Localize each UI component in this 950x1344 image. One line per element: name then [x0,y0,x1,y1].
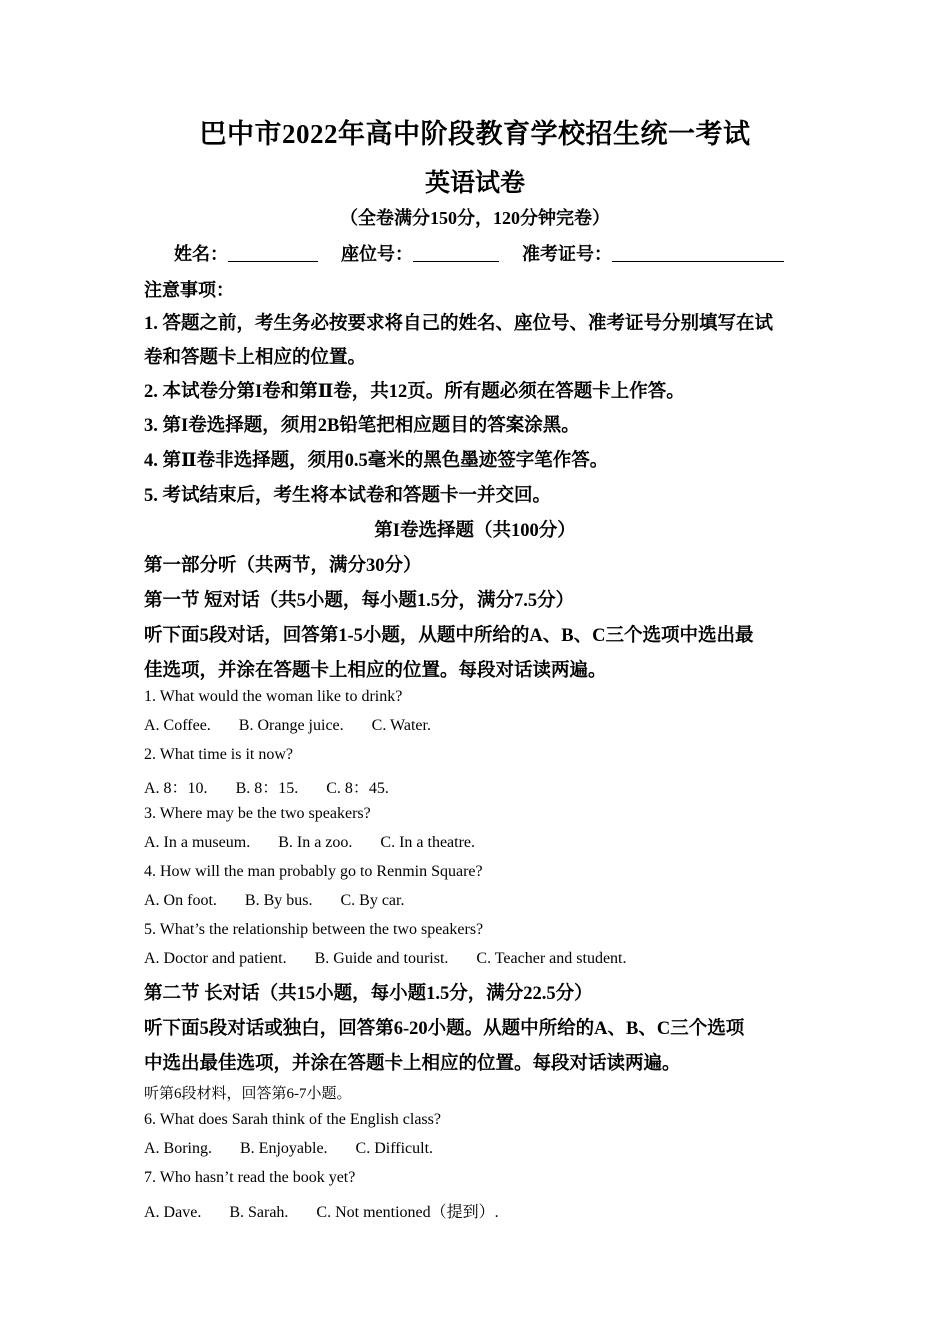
notice-item: 卷和答题卡上相应的位置。 [144,348,367,368]
option-a[interactable]: A. In a museum. [144,834,251,851]
notice-heading: 注意事项： [144,280,234,300]
question-options [144,834,475,852]
question-options [144,892,404,910]
instruction-line: 听下面5段对话，回答第1-5小题，从题中所给的A、B、C三个选项中选出最 [144,626,754,646]
name-label: 姓名： [174,244,228,264]
instruction-line: 佳选项，并涂在答题卡上相应的位置。每段对话读两遍。 [144,661,607,681]
subsection-heading: 第一节 短对话（共5小题，每小题1.5分，满分7.5分） [144,591,575,611]
option-a[interactable]: A. Boring. [144,1140,212,1157]
question-options [144,717,431,735]
notice-item: 3. 第I卷选择题，须用2B铅笔把相应题目的答案涂黑。 [144,416,580,436]
name-blank [228,243,318,262]
option-c[interactable]: C. Not mentioned（提到）. [316,1204,499,1221]
material-note: 听第6段材料，回答第6-7小题。 [144,1086,352,1102]
notice-item: 1. 答题之前，考生务必按要求将自己的姓名、座位号、准考证号分别填写在试 [144,314,774,334]
question-text: 3. Where may be the two speakers? [144,805,371,822]
question-options [144,1140,433,1158]
ticket-blank [612,243,784,262]
score-note: （全卷满分150分，120分钟完卷） [340,208,610,228]
option-a[interactable]: A. Dave. [144,1204,202,1221]
notice-item: 2. 本试卷分第I卷和第Ⅱ卷，共12页。所有题必须在答题卡上作答。 [144,382,685,402]
option-b[interactable]: B. Enjoyable. [240,1140,328,1157]
section-heading: 第I卷选择题（共100分） [374,521,576,541]
ticket-label: 准考证号： [522,244,612,264]
question-text: 1. What would the woman like to drink? [144,688,403,705]
option-c[interactable]: C. By car. [340,892,405,909]
option-b[interactable]: B. Orange juice. [238,717,344,734]
question-text: 5. What’s the relationship between the two speakers? [144,921,484,938]
option-a[interactable]: A. Doctor and patient. [144,950,287,967]
option-b[interactable]: B. 8：15. [235,780,299,797]
exam-title: 巴中市2022年高中阶段教育学校招生统一考试 [199,119,751,149]
instruction-line: 中选出最佳选项，并涂在答题卡上相应的位置。每段对话读两遍。 [144,1054,681,1074]
subsection-heading: 第二节 长对话（共15小题，每小题1.5分，满分22.5分） [144,984,593,1004]
option-b[interactable]: B. By bus. [244,892,313,909]
question-options [144,950,626,968]
notice-item: 5. 考试结束后，考生将本试卷和答题卡一并交回。 [144,486,552,506]
question-text: 6. What does Sarah think of the English class? [144,1111,441,1128]
seat-blank [413,243,499,262]
option-c[interactable]: C. Difficult. [355,1140,434,1157]
option-c[interactable]: C. In a theatre. [380,834,476,851]
subject-title: 英语试卷 [424,170,525,197]
option-b[interactable]: B. In a zoo. [278,834,353,851]
question-options [144,1199,499,1222]
question-text: 4. How will the man probably go to Renmin Square? [144,863,483,880]
question-text: 2. What time is it now? [144,746,294,763]
student-info-row [174,240,784,266]
option-b[interactable]: B. Sarah. [229,1204,289,1221]
question-options [144,775,389,798]
option-b[interactable]: B. Guide and tourist. [314,950,449,967]
option-a[interactable]: A. 8：10. [144,780,208,797]
option-c[interactable]: C. Water. [371,717,431,734]
question-text: 7. Who hasn’t read the book yet? [144,1169,356,1186]
notice-item: 4. 第Ⅱ卷非选择题，须用0.5毫米的黑色墨迹签字笔作答。 [144,451,609,471]
part-heading: 第一部分听（共两节，满分30分） [144,556,422,576]
instruction-line: 听下面5段对话或独白，回答第6-20小题。从题中所给的A、B、C三个选项 [144,1019,745,1039]
option-a[interactable]: A. On foot. [144,892,217,909]
option-a[interactable]: A. Coffee. [144,717,211,734]
option-c[interactable]: C. Teacher and student. [476,950,627,967]
option-c[interactable]: C. 8：45. [326,780,389,797]
seat-label: 座位号： [341,244,413,264]
